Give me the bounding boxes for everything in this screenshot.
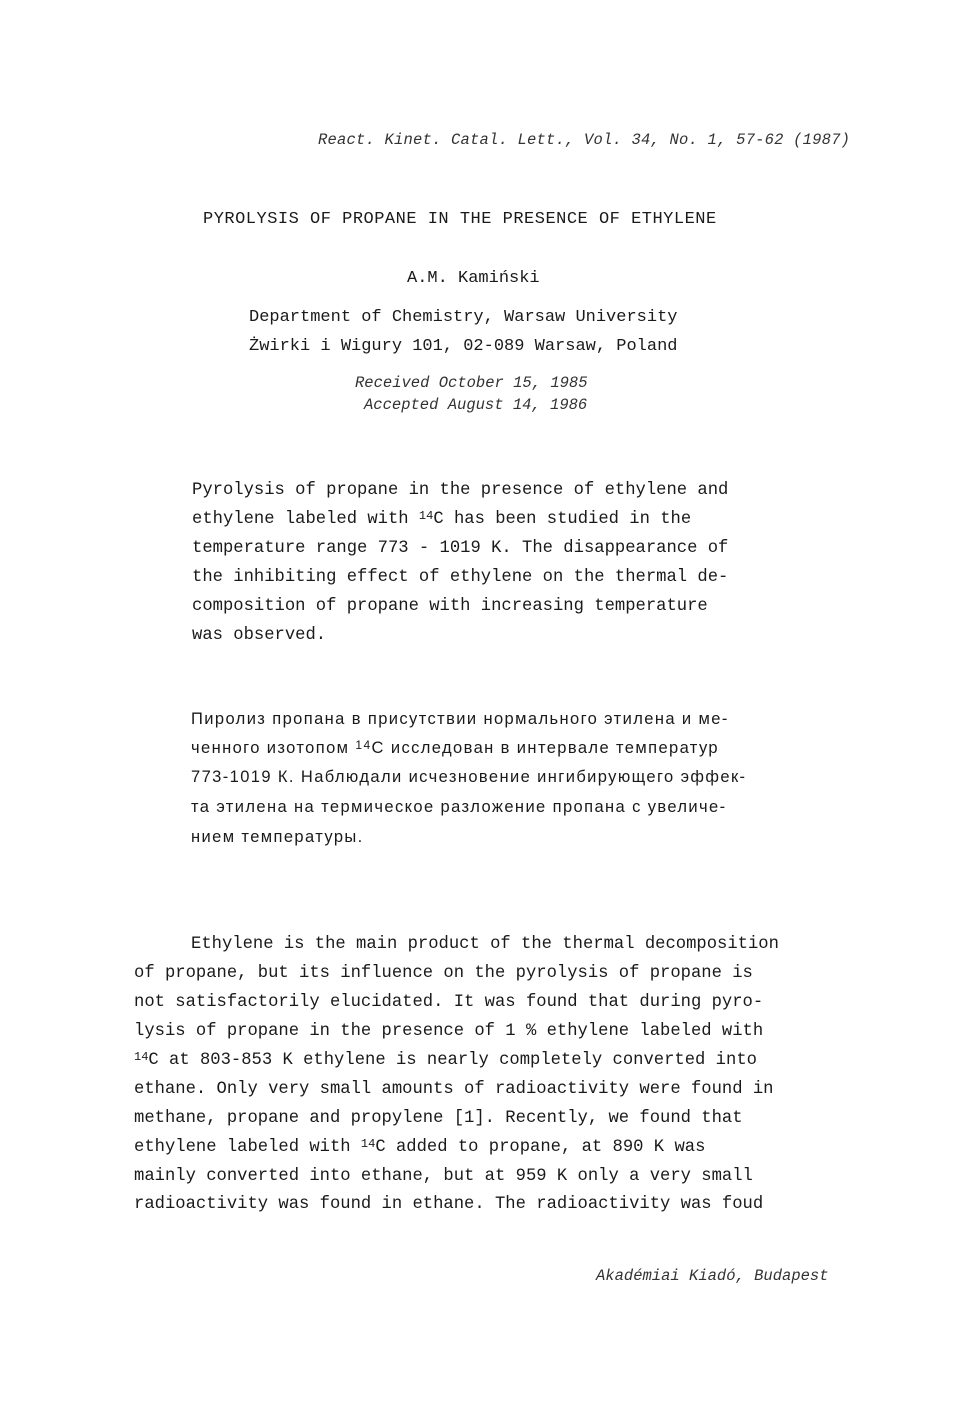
- abstract-ru-line: Пиролиз пропана в присутствии нормального этилена и ме-: [191, 710, 729, 728]
- author-name: A.M. Kamiński: [407, 269, 540, 288]
- journal-reference: React. Kinet. Catal. Lett., Vol. 34, No. 1, 57-62 (1987): [318, 131, 851, 149]
- text-span: C has been studied in the: [433, 510, 692, 529]
- abstract-line: the inhibiting effect of ethylene on the thermal de-: [192, 568, 729, 587]
- affiliation-address: Żwirki i Wigury 101, 02-089 Warsaw, Poland: [249, 337, 678, 356]
- abstract-ru-line: [191, 739, 719, 758]
- abstract-ru-line: нием температуры.: [191, 828, 364, 846]
- text-span: ethylene labeled with: [134, 1138, 361, 1157]
- text-span: ченного изотопом: [191, 739, 356, 757]
- isotope-superscript: 14: [360, 1137, 376, 1151]
- isotope-superscript: 14: [418, 509, 434, 523]
- body-line: methane, propane and propylene [1]. Recently, we found that: [134, 1109, 743, 1128]
- isotope-superscript: 14: [134, 1050, 149, 1064]
- abstract-line: [192, 510, 691, 529]
- abstract-ru-line: та этилена на термическое разложение пропана с увеличе-: [191, 798, 727, 816]
- body-line: of propane, but its influence on the pyrolysis of propane is: [134, 964, 753, 983]
- body-line: mainly converted into ethane, but at 959 K only a very small: [134, 1167, 753, 1186]
- abstract-line: temperature range 773 - 1019 K. The disappearance of: [192, 539, 729, 558]
- text-span: C added to propane, at 890 K was: [375, 1138, 706, 1157]
- body-line: [134, 1051, 757, 1070]
- body-line: Ethylene is the main product of the thermal decomposition: [191, 935, 779, 954]
- abstract-ru-line: 773-1019 К. Наблюдали исчезновение ингибирующего эффек-: [191, 768, 747, 786]
- body-line: not satisfactorily elucidated. It was found that during pyro-: [134, 993, 764, 1012]
- text-span: C at 803-853 K ethylene is nearly completely converted into: [148, 1051, 757, 1070]
- paper-title: PYROLYSIS OF PROPANE IN THE PRESENCE OF ETHYLENE: [203, 210, 717, 229]
- body-line: lysis of propane in the presence of 1 % ethylene labeled with: [134, 1022, 764, 1041]
- received-date: Received October 15, 1985: [355, 374, 588, 392]
- abstract-line: composition of propane with increasing temperature: [192, 597, 708, 616]
- body-line: radioactivity was found in ethane. The radioactivity was foud: [134, 1195, 764, 1214]
- abstract-line: was observed.: [192, 626, 327, 645]
- text-span: С исследован в интервале температур: [371, 739, 719, 757]
- affiliation-department: Department of Chemistry, Warsaw University: [249, 308, 678, 327]
- abstract-line: Pyrolysis of propane in the presence of ethylene and: [192, 481, 729, 500]
- accepted-date: Accepted August 14, 1986: [364, 396, 588, 414]
- body-line: [134, 1138, 705, 1157]
- publisher-footer: Akadémiai Kiadó, Budapest: [596, 1267, 829, 1285]
- body-line: ethane. Only very small amounts of radioactivity were found in: [134, 1080, 774, 1099]
- text-span: ethylene labeled with: [192, 510, 419, 529]
- isotope-superscript: 14: [355, 738, 372, 752]
